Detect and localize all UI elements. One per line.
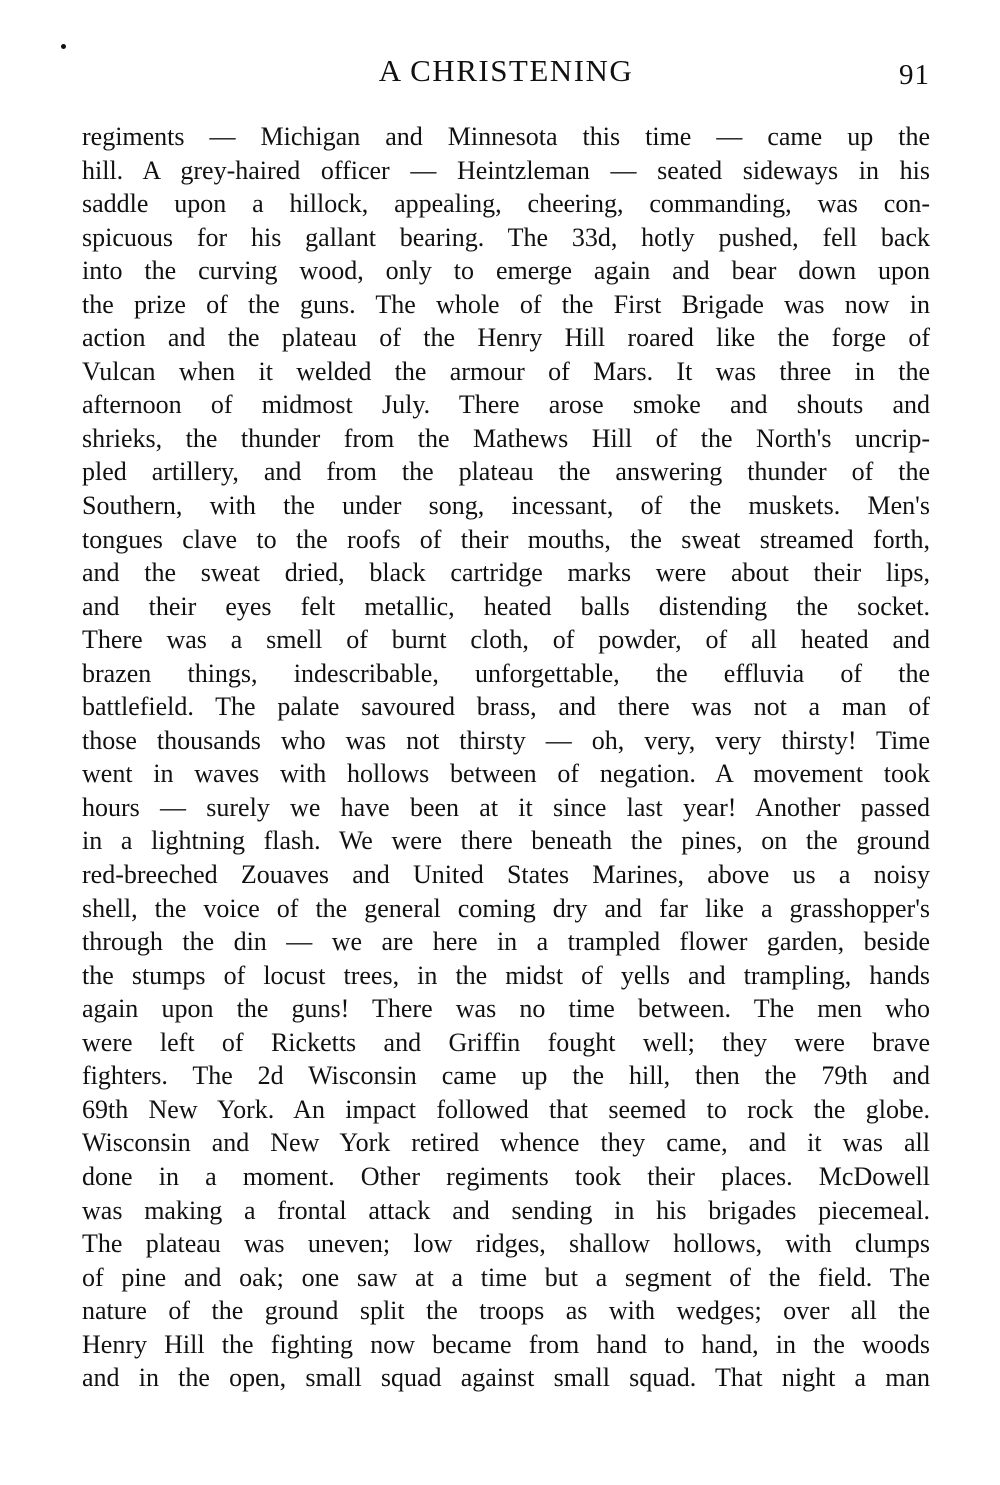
text-line: hill. A grey-haired officer — Heintzleman — seated sideways in his [82,155,930,185]
text-line: 69th New York. An impact followed that seemed to rock the globe. [82,1094,930,1124]
text-line: hours — surely we have been at it since last year! Another passed [82,792,930,822]
text-line: the stumps of locust trees, in the midst of yells and trampling, hands [82,960,930,990]
text-line: shell, the voice of the general coming dry and far like a grasshopper's [82,893,930,923]
text-line: Wisconsin and New York retired whence they came, and it was all [82,1128,930,1158]
text-line: those thousands who was not thirsty — oh, very, very thirsty! Time [82,725,930,755]
ink-speck [61,44,66,49]
text-line: and in the open, small squad against small squad. That night a man [82,1363,930,1393]
text-line: and the sweat dried, black cartridge marks were about their lips, [82,558,930,588]
text-line: Vulcan when it welded the armour of Mars. It was three in the [82,356,930,386]
text-line: saddle upon a hillock, appealing, cheering, commanding, was con- [82,189,930,219]
text-line: brazen things, indescribable, unforgettable, the effluvia of the [82,658,930,688]
text-line: There was a smell of burnt cloth, of powder, of all heated and [82,625,930,655]
text-line: again upon the guns! There was no time between. The men who [82,994,930,1024]
text-line: and their eyes felt metallic, heated balls distending the socket. [82,591,930,621]
text-line: went in waves with hollows between of negation. A movement took [82,759,930,789]
text-line: Southern, with the under song, incessant, of the muskets. Men's [82,491,930,521]
page-number: 91 [899,59,930,91]
running-title: A CHRISTENING [378,53,634,88]
text-line: shrieks, the thunder from the Mathews Hill of the North's uncrip- [82,423,930,453]
text-line: afternoon of midmost July. There arose smoke and shouts and [82,390,930,420]
text-line: spicuous for his gallant bearing. The 33d, hotly pushed, fell back [82,222,930,252]
text-line: through the din — we are here in a trampled flower garden, beside [82,927,930,957]
text-line: done in a moment. Other regiments took their places. McDowell [82,1161,930,1191]
text-line: nature of the ground split the troops as with wedges; over all the [82,1296,930,1326]
text-line: action and the plateau of the Henry Hill roared like the forge of [82,323,930,353]
body-paragraph [82,120,930,1395]
text-line: tongues clave to the roofs of their mouths, the sweat streamed forth, [82,524,930,554]
text-line: regiments — Michigan and Minnesota this time — came up the [82,122,930,151]
text-line: of pine and oak; one saw at a time but a segment of the field. The [82,1262,930,1292]
text-line: in a lightning flash. We were there beneath the pines, on the ground [82,826,930,856]
text-line: Henry Hill the fighting now became from hand to hand, in the woods [82,1329,930,1359]
text-line: The plateau was uneven; low ridges, shallow hollows, with clumps [82,1229,930,1259]
text-line: battlefield. The palate savoured brass, and there was not a man of [82,692,930,722]
page-header [82,46,930,96]
text-line: was making a frontal attack and sending in his brigades piecemeal. [82,1195,930,1225]
text-line: were left of Ricketts and Griffin fought well; they were brave [82,1027,930,1057]
text-line: the prize of the guns. The whole of the First Brigade was now in [82,289,930,319]
text-line: fighters. The 2d Wisconsin came up the hill, then the 79th and [82,1061,930,1091]
text-line: red-breeched Zouaves and United States Marines, above us a noisy [82,860,930,890]
text-line: pled artillery, and from the plateau the answering thunder of the [82,457,930,487]
text-line: into the curving wood, only to emerge again and bear down upon [82,256,930,286]
